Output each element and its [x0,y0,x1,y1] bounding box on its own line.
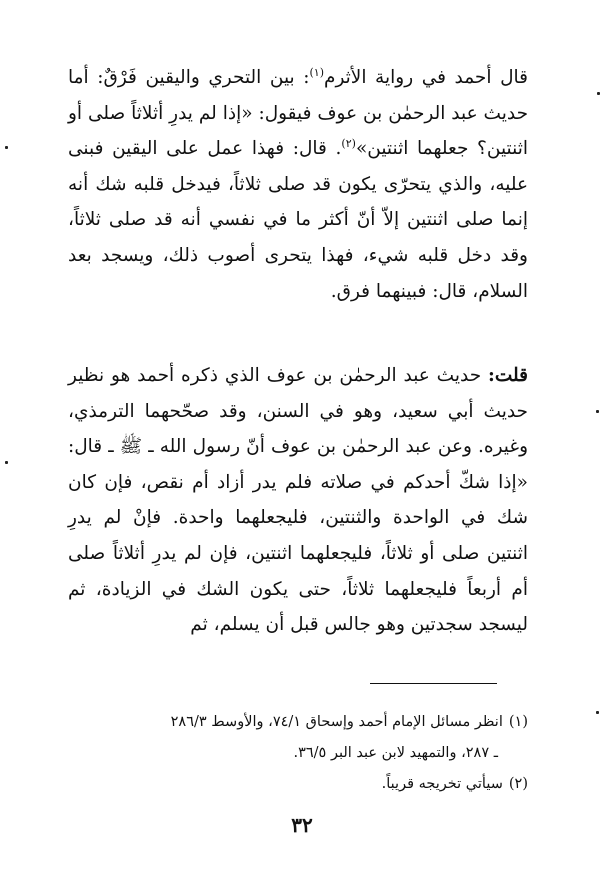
margin-mark [597,92,600,95]
footnote-1 [68,707,528,738]
paragraph-ahmad-quote [68,60,528,309]
footnote-1-continuation: ـ ٢٨٧، والتمهيد لابن عبد البر ٣٦/٥. [293,745,498,761]
paragraph1-text-c: . قال: فهذا عمل على اليقين فبنى عليه، والذي يتحرّى يكون قد صلى ثلاثاً، فيدخل قلبه شك أنه إنما صلى اثنتين إلاّ أنّ أكثر ما في نفسي أنه قد صلى ثلاثاً، وقد دخل قلبه شيء، فهذا يتحرى أصوب ذلك، ويسجد بعد السلام، قال: فبينهما فرق. [68,138,528,302]
footnote-2 [68,769,528,800]
footnote-separator [370,683,497,684]
paragraph2-lead: قلت: [488,365,528,386]
paragraph1-text-b: : بين التحري واليقين فَرْقٌ: أما حديث عبد الرحمٰن بن عوف فيقول: «إذا لم يدرِ أثلاثاً صلى أو اثنتين؟ جعلهما اثنتين» [68,67,528,160]
footnote-2-number: (٢) [508,776,528,792]
margin-mark [5,461,8,464]
footnotes [68,707,528,800]
footnote-1-number: (١) [508,714,528,730]
footnote-2-line1: سيأتي تخريجه قريباً. [381,776,503,792]
footnote-1-line1: انظر مسائل الإمام أحمد وإسحاق ٧٤/١، والأوسط ٢٨٦/٣ [170,714,503,730]
paragraph-commentary [68,358,528,643]
page-number: ٣٢ [291,813,313,837]
margin-mark [596,711,599,714]
footnote-ref-1: (١) [309,65,324,79]
margin-mark [596,410,599,413]
paragraph2-text: حديث عبد الرحمٰن بن عوف الذي ذكره أحمد هو نظير حديث أبي سعيد، وهو في السنن، وقد صحّحهما الترمذي، وغيره. وعن عبد الرحمٰن بن عوف أنّ رسول الله ـ ﷺ ـ قال: «إذا شكّ أحدكم في صلاته فلم يدر أزاد أم نقص، فإن كان شك في الواحدة والثنتين، فليجعلهما واحدة. فإنْ لم يدرِ اثنتين صلى أو ثلاثاً، فليجعلهما اثنتين، فإن لم يدرِ أثلاثاً صلى أم أربعاً فليجعلهما ثلاثاً، حتى يكون الشك في الزيادة، ثم ليسجد سجدتين وهو جالس قبل أن يسلم، ثم [68,365,528,636]
footnote-ref-2: (٢) [341,137,356,151]
paragraph1-text-a: قال أحمد في رواية الأثرم [324,67,528,88]
margin-mark [5,146,8,149]
